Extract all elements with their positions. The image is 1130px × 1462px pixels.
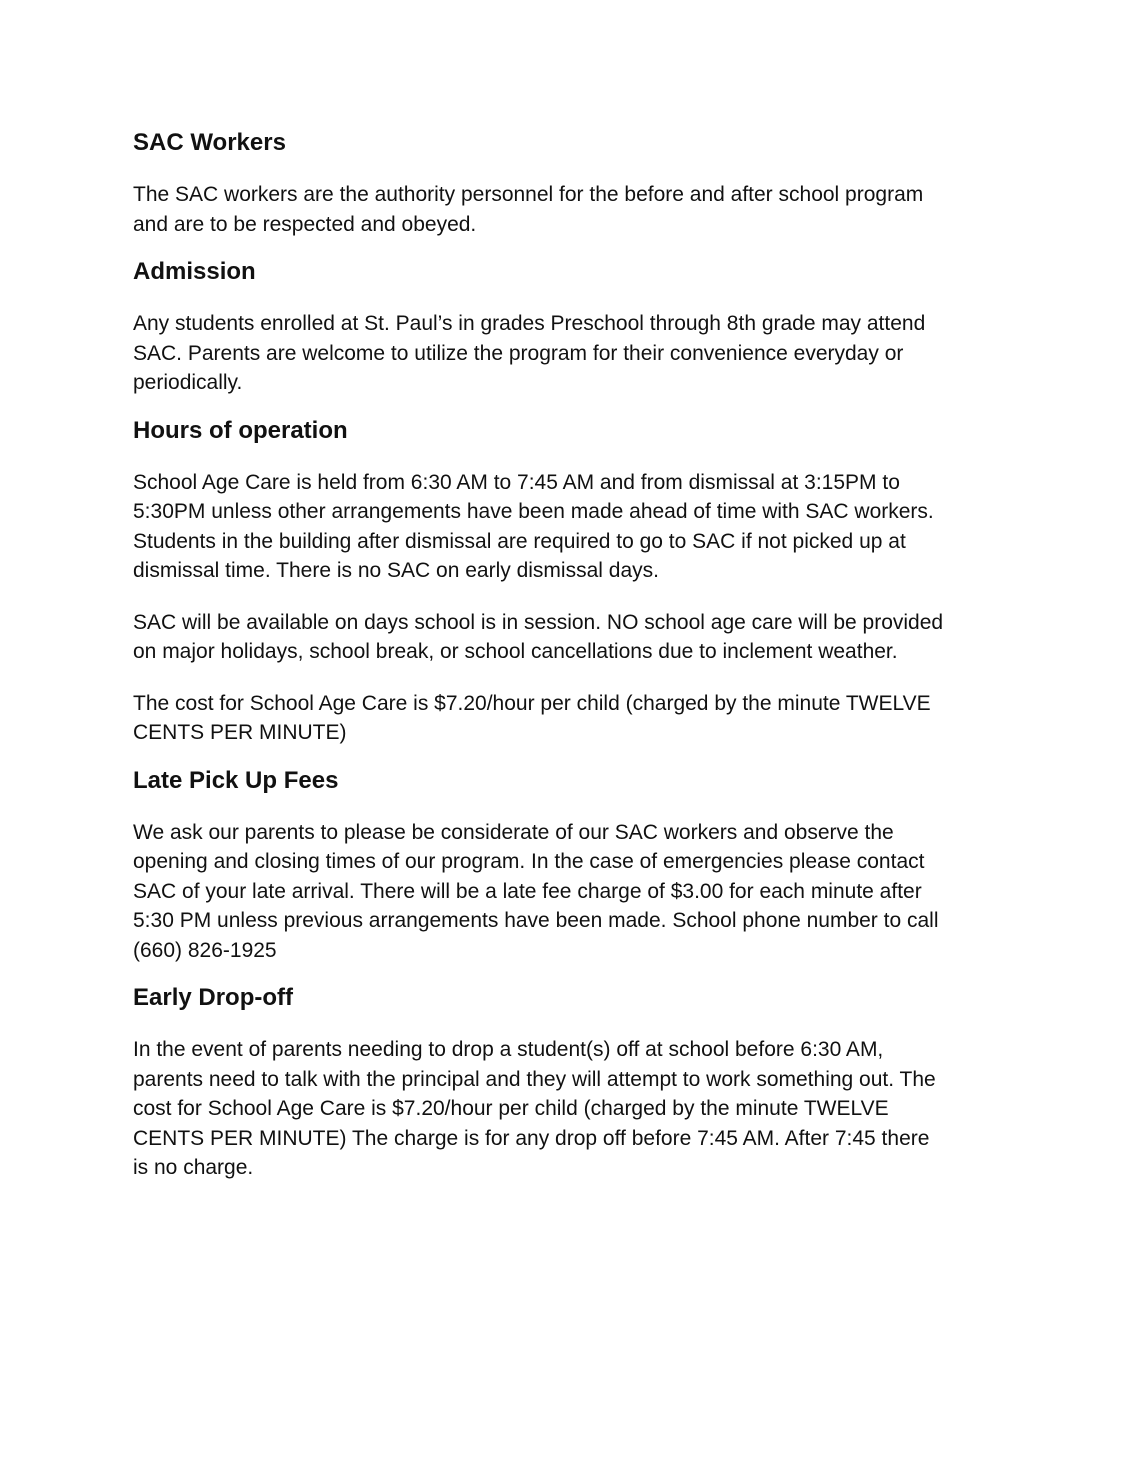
section-title: Admission [133,258,256,285]
section-admission [133,257,1013,398]
section-early-drop-off [133,983,1013,1183]
section-hours-of-operation [133,416,1013,748]
section-title: Late Pick Up Fees [133,766,339,794]
section-paragraph: The cost for School Age Care is $7.20/hour per child (charged by the minute TWELVE CENTS PER MINUTE) [133,691,931,744]
section-paragraph: Any students enrolled at St. Paul’s in grades Preschool through 8th grade may attend SAC. Parents are welcome to utilize the program for their convenience everyday or periodically. [133,312,926,394]
section-title: SAC Workers [133,129,286,156]
section-title: Early Drop-off [133,984,294,1011]
document-page [133,128,1013,1201]
section-paragraph: SAC will be available on days school is in session. NO school age care will be provided on major holidays, school break, or school cancellations due to inclement weather. [133,610,944,663]
section-late-pick-up-fees [133,766,1013,966]
section-paragraph: The SAC workers are the authority personnel for the before and after school program and are to be respected and obeyed. [133,183,924,236]
section-paragraph: We ask our parents to please be considerate of our SAC workers and observe the opening and closing times of our program. In the case of emergencies please contact SAC of your late arrival. There will be a late fee charge of $3.00 for each minute after 5:30 PM unless previous arrangements have been made. School phone number to call (660) 826-1925 [133,820,939,962]
section-sac-workers [133,128,1013,239]
section-paragraph: School Age Care is held from 6:30 AM to 7:45 AM and from dismissal at 3:15PM to 5:30PM unless other arrangements have been made ahead of time with SAC workers. Students in the building after dismissal are required to go to SAC if not picked up at dismissal time. There is no SAC on early dismissal days. [133,470,934,582]
section-paragraph: In the event of parents needing to drop a student(s) off at school before 6:30 AM, parents need to talk with the principal and they will attempt to work something out. The cost for School Age Care is $7.20/hour per child (charged by the minute TWELVE CENTS PER MINUTE) The charge is for any drop off before 7:45 AM. After 7:45 there is no charge. [133,1038,936,1179]
section-title: Hours of operation [133,416,348,444]
